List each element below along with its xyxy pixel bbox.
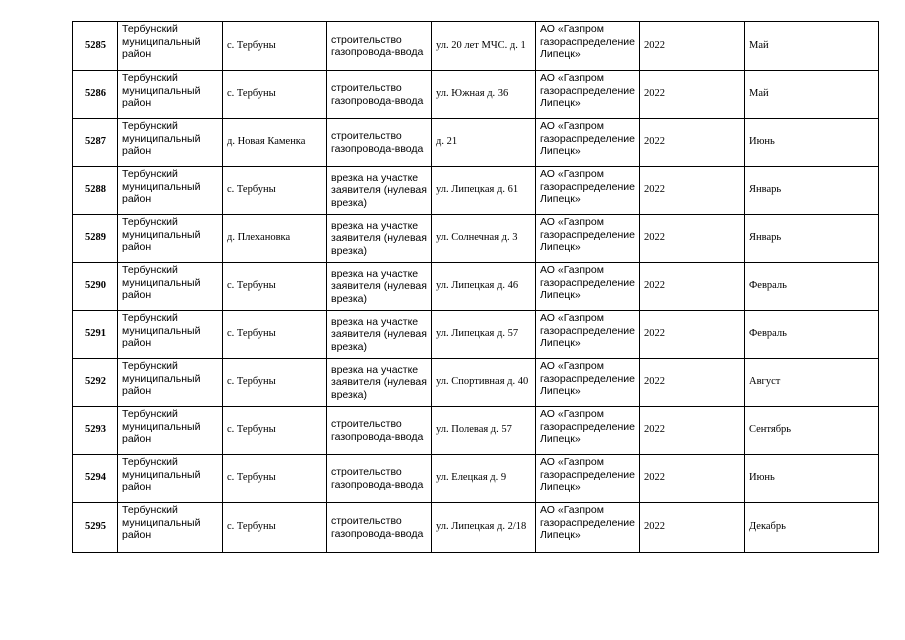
- work-type-cell: врезка на участке заявителя (нулевая врезка): [327, 263, 432, 311]
- locality-cell: д. Плехановка: [223, 215, 327, 263]
- district-cell: Тербунский муниципальный район: [118, 167, 223, 215]
- row-number-cell: 5291: [73, 311, 118, 359]
- row-number-cell: 5289: [73, 215, 118, 263]
- district-cell: Тербунский муниципальный район: [118, 359, 223, 407]
- district-cell: Тербунский муниципальный район: [118, 455, 223, 503]
- address-cell: ул. Липецкая д. 46: [432, 263, 536, 311]
- row-number-cell: 5287: [73, 119, 118, 167]
- organization-cell: АО «Газпром газораспределение Липецк»: [536, 359, 640, 407]
- organization-cell: АО «Газпром газораспределение Липецк»: [536, 119, 640, 167]
- month-cell: Февраль: [745, 263, 879, 311]
- organization-cell: АО «Газпром газораспределение Липецк»: [536, 167, 640, 215]
- row-number-cell: 5285: [73, 22, 118, 71]
- locality-cell: с. Тербуны: [223, 167, 327, 215]
- address-cell: ул. Липецкая д. 61: [432, 167, 536, 215]
- address-cell: ул. Липецкая д. 57: [432, 311, 536, 359]
- organization-cell: АО «Газпром газораспределение Липецк»: [536, 407, 640, 455]
- row-number-cell: 5293: [73, 407, 118, 455]
- month-cell: Июнь: [745, 119, 879, 167]
- year-cell: 2022: [640, 263, 745, 311]
- year-cell: 2022: [640, 455, 745, 503]
- work-type-cell: строительство газопровода-ввода: [327, 119, 432, 167]
- month-cell: Январь: [745, 167, 879, 215]
- table-row: [73, 455, 879, 503]
- table-row: [73, 167, 879, 215]
- district-cell: Тербунский муниципальный район: [118, 263, 223, 311]
- year-cell: 2022: [640, 359, 745, 407]
- row-number-cell: 5292: [73, 359, 118, 407]
- year-cell: 2022: [640, 215, 745, 263]
- row-number-cell: 5295: [73, 503, 118, 553]
- year-cell: 2022: [640, 167, 745, 215]
- month-cell: Август: [745, 359, 879, 407]
- organization-cell: АО «Газпром газораспределение Липецк»: [536, 263, 640, 311]
- year-cell: 2022: [640, 311, 745, 359]
- table-body: [73, 22, 879, 553]
- work-type-cell: врезка на участке заявителя (нулевая врезка): [327, 311, 432, 359]
- work-type-cell: строительство газопровода-ввода: [327, 503, 432, 553]
- organization-cell: АО «Газпром газораспределение Липецк»: [536, 455, 640, 503]
- year-cell: 2022: [640, 22, 745, 71]
- organization-cell: АО «Газпром газораспределение Липецк»: [536, 22, 640, 71]
- table-row: [73, 359, 879, 407]
- district-cell: Тербунский муниципальный район: [118, 22, 223, 71]
- work-type-cell: врезка на участке заявителя (нулевая врезка): [327, 359, 432, 407]
- organization-cell: АО «Газпром газораспределение Липецк»: [536, 503, 640, 553]
- organization-cell: АО «Газпром газораспределение Липецк»: [536, 71, 640, 119]
- month-cell: Декабрь: [745, 503, 879, 553]
- row-number-cell: 5290: [73, 263, 118, 311]
- district-cell: Тербунский муниципальный район: [118, 311, 223, 359]
- work-type-cell: строительство газопровода-ввода: [327, 22, 432, 71]
- address-cell: ул. 20 лет МЧС. д. 1: [432, 22, 536, 71]
- address-cell: ул. Полевая д. 57: [432, 407, 536, 455]
- table-row: [73, 263, 879, 311]
- table-row: [73, 503, 879, 553]
- table-row: [73, 119, 879, 167]
- year-cell: 2022: [640, 503, 745, 553]
- table-row: [73, 407, 879, 455]
- locality-cell: с. Тербуны: [223, 407, 327, 455]
- month-cell: Май: [745, 22, 879, 71]
- locality-cell: с. Тербуны: [223, 503, 327, 553]
- table-row: [73, 215, 879, 263]
- work-type-cell: строительство газопровода-ввода: [327, 455, 432, 503]
- year-cell: 2022: [640, 71, 745, 119]
- work-type-cell: врезка на участке заявителя (нулевая врезка): [327, 215, 432, 263]
- work-type-cell: врезка на участке заявителя (нулевая врезка): [327, 167, 432, 215]
- month-cell: Май: [745, 71, 879, 119]
- locality-cell: с. Тербуны: [223, 22, 327, 71]
- locality-cell: д. Новая Каменка: [223, 119, 327, 167]
- locality-cell: с. Тербуны: [223, 71, 327, 119]
- organization-cell: АО «Газпром газораспределение Липецк»: [536, 215, 640, 263]
- address-cell: ул. Липецкая д. 2/18: [432, 503, 536, 553]
- month-cell: Февраль: [745, 311, 879, 359]
- row-number-cell: 5286: [73, 71, 118, 119]
- district-cell: Тербунский муниципальный район: [118, 407, 223, 455]
- address-cell: ул. Южная д. 36: [432, 71, 536, 119]
- month-cell: Июнь: [745, 455, 879, 503]
- gasification-schedule-table: [72, 21, 879, 553]
- table-row: [73, 22, 879, 71]
- address-cell: ул. Елецкая д. 9: [432, 455, 536, 503]
- locality-cell: с. Тербуны: [223, 455, 327, 503]
- row-number-cell: 5294: [73, 455, 118, 503]
- address-cell: ул. Солнечная д. 3: [432, 215, 536, 263]
- district-cell: Тербунский муниципальный район: [118, 119, 223, 167]
- address-cell: д. 21: [432, 119, 536, 167]
- table-row: [73, 311, 879, 359]
- month-cell: Январь: [745, 215, 879, 263]
- month-cell: Сентябрь: [745, 407, 879, 455]
- district-cell: Тербунский муниципальный район: [118, 71, 223, 119]
- organization-cell: АО «Газпром газораспределение Липецк»: [536, 311, 640, 359]
- row-number-cell: 5288: [73, 167, 118, 215]
- locality-cell: с. Тербуны: [223, 263, 327, 311]
- work-type-cell: строительство газопровода-ввода: [327, 71, 432, 119]
- locality-cell: с. Тербуны: [223, 311, 327, 359]
- address-cell: ул. Спортивная д. 40: [432, 359, 536, 407]
- locality-cell: с. Тербуны: [223, 359, 327, 407]
- district-cell: Тербунский муниципальный район: [118, 503, 223, 553]
- year-cell: 2022: [640, 119, 745, 167]
- year-cell: 2022: [640, 407, 745, 455]
- work-type-cell: строительство газопровода-ввода: [327, 407, 432, 455]
- table-row: [73, 71, 879, 119]
- district-cell: Тербунский муниципальный район: [118, 215, 223, 263]
